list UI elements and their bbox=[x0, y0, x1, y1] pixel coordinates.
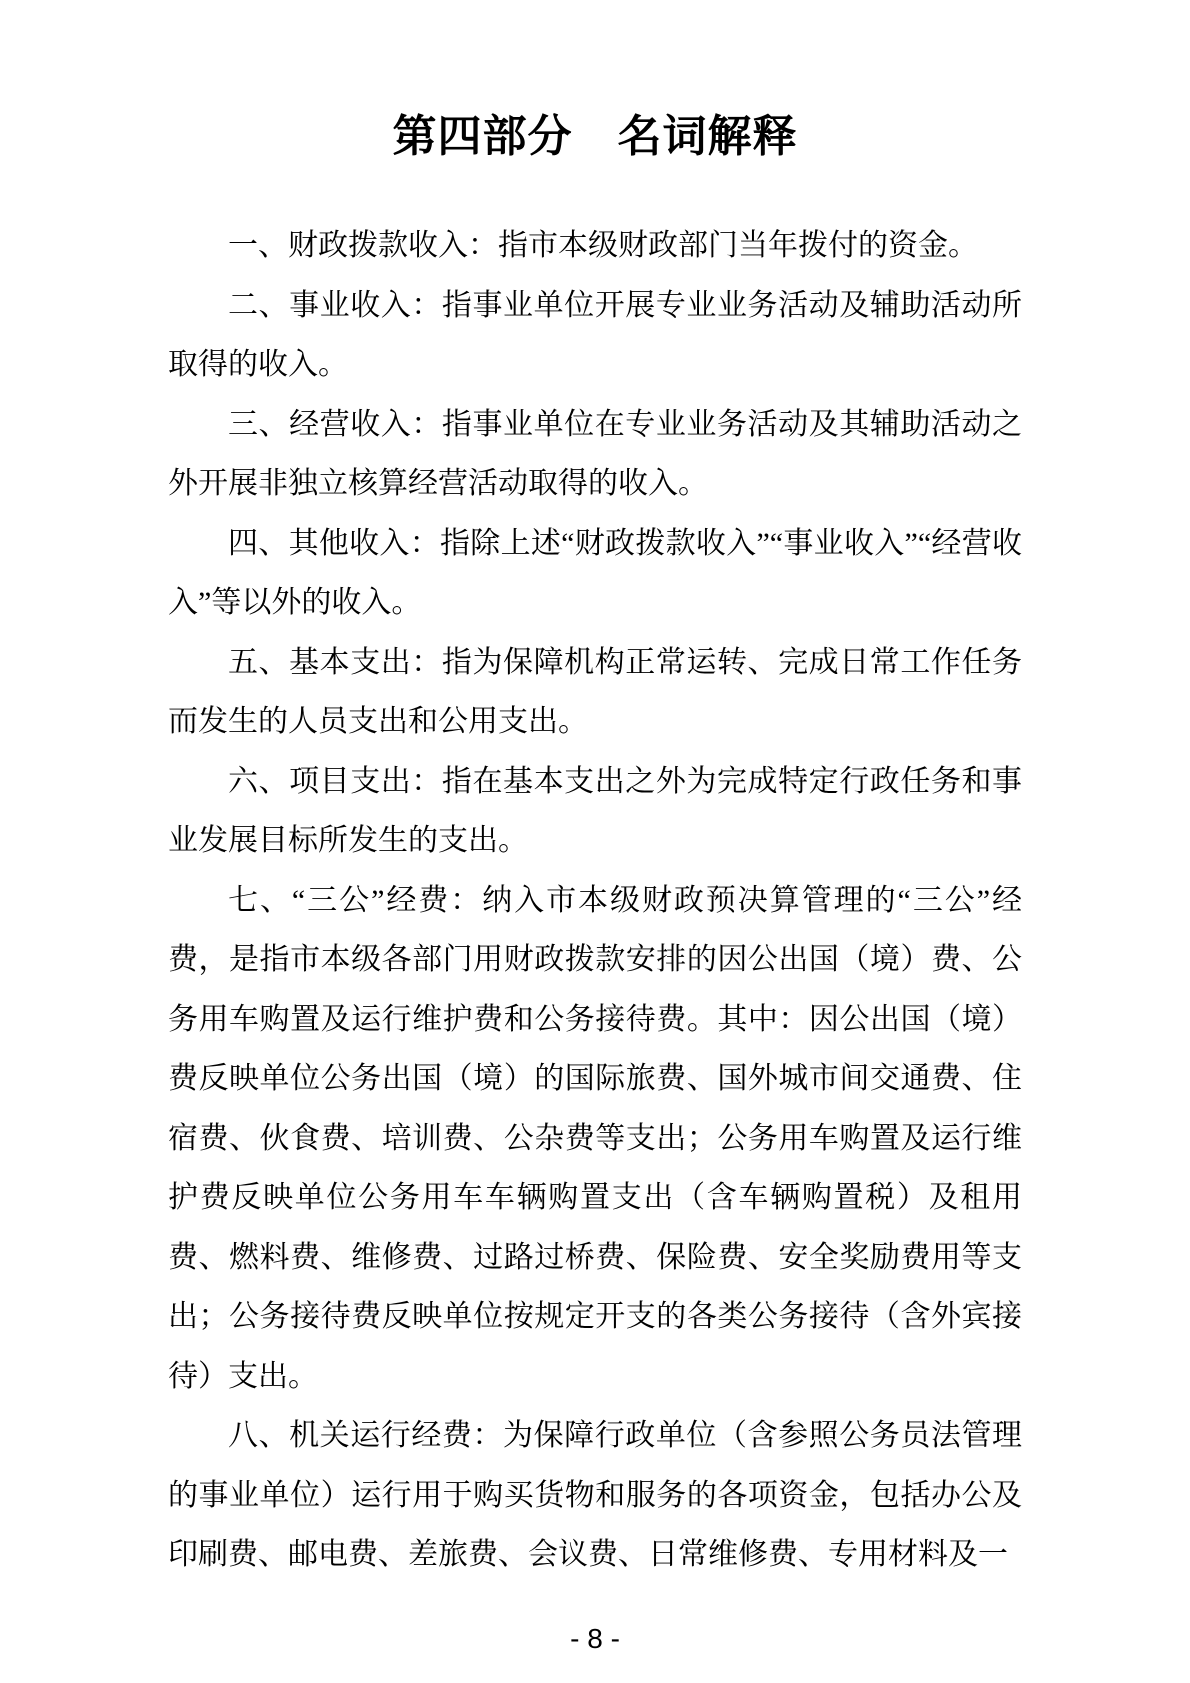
definition-paragraph-business-income: 三、经营收入：指事业单位在专业业务活动及其辅助活动之外开展非独立核算经营活动取得的收入。 bbox=[168, 407, 1022, 500]
definition-paragraph-other-income: 四、其他收入：指除上述“财政拨款收入”“事业收入”“经营收入”等以外的收入。 bbox=[168, 526, 1022, 619]
definition-paragraph-fiscal-appropriation-income: 一、财政拨款收入：指市本级财政部门当年拨付的资金。 bbox=[228, 229, 978, 262]
definition-paragraph-project-expenditure: 六、项目支出：指在基本支出之外为完成特定行政任务和事业发展目标所发生的支出。 bbox=[168, 764, 1022, 857]
definition-paragraph-three-public-funds: 七、“三公”经费：纳入市本级财政预决算管理的“三公”经费，是指市本级各部门用财政拨款安排的因公出国（境）费、公务用车购置及运行维护费和公务接待费。其中：因公出国（境）费反映单位公务出国（境）的国际旅费、国外城市间交通费、住宿费、伙食费、培训费、公杂费等支出；公务用车购置及运行维护费反映单位公务用车车辆购置支出（含车辆购置税）及租用费、燃料费、维修费、过路过桥费、保险费、安全奖励费用等支出；公务接待费反映单位按规定开支的各类公务接待（含外宾接待）支出。 bbox=[168, 883, 1022, 1393]
definition-paragraph-operational-income: 二、事业收入：指事业单位开展专业业务活动及辅助活动所取得的收入。 bbox=[168, 288, 1022, 381]
definitions-section bbox=[168, 216, 1022, 1585]
page-number: - 8 - bbox=[570, 1623, 620, 1654]
definition-paragraph-agency-operating-funds: 八、机关运行经费：为保障行政单位（含参照公务员法管理的事业单位）运行用于购买货物和服务的各项资金，包括办公及印刷费、邮电费、差旅费、会议费、日常维修费、专用材料及一 bbox=[168, 1419, 1022, 1571]
page-title: 第四部分 名词解释 bbox=[392, 112, 798, 161]
definition-paragraph-basic-expenditure: 五、基本支出：指为保障机构正常运转、完成日常工作任务而发生的人员支出和公用支出。 bbox=[168, 645, 1022, 738]
